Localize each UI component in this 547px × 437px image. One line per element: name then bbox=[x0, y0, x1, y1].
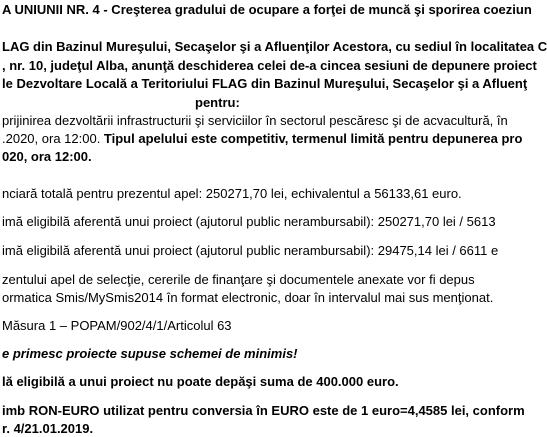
exchange-rate-line-2: r. 4/21.01.2019. bbox=[2, 421, 94, 436]
submission-line-1: zentului apel de selecţie, cererile de finanţare şi documentele anexate vor fi depus bbox=[2, 272, 475, 287]
budget-total: nciară totală pentru prezentul apel: 250271,70 lei, echivalentul a 56133,61 euro. bbox=[2, 186, 462, 201]
intro-line-2: , nr. 10, judeţul Alba, anunţă deschiderea celei de-a cincea sesiuni de depunere proiect bbox=[2, 58, 537, 73]
intro-line-4: pentru: bbox=[195, 95, 240, 110]
max-value-note: lă eligibilă a unui proiect nu poate depăşi suma de 400.000 euro. bbox=[2, 374, 399, 389]
measure-code: Măsura 1 – POPAM/902/4/1/Articolul 63 bbox=[2, 318, 232, 333]
min-eligible-value: imă eligibilă aferentă unui proiect (ajutorul public nerambursabil): 29475,14 lei / 6611 e bbox=[2, 243, 499, 258]
purpose-deadline-text: .2020, ora 12:00. bbox=[2, 131, 104, 146]
submission-line-2: ormatica Smis/MySmis2014 în format electronic, doar în intervalul mai sus menţionat. bbox=[2, 290, 494, 305]
purpose-call-type: Tipul apelului este competitiv, termenul limită pentru depunerea pro bbox=[103, 131, 523, 146]
purpose-line-3: 020, ora 12:00. bbox=[2, 149, 92, 164]
header-line: A UNIUNII NR. 4 - Creşterea gradului de ocupare a forţei de muncă şi sporirea coeziun bbox=[2, 2, 532, 17]
purpose-line-1: prijinirea dezvoltării infrastructurii şi serviciilor în sectorul pescăresc şi de acvacultură, în bbox=[2, 113, 508, 128]
intro-line-1: LAG din Bazinul Mureşului, Secaşelor şi a Afluenţilor Acestora, cu sediul în localitatea C bbox=[2, 39, 547, 54]
exchange-rate-line-1: imb RON-EURO utilizat pentru conversia în EURO este de 1 euro=4,4585 lei, conform bbox=[2, 403, 525, 418]
max-eligible-value: imă eligibilă aferentă unui proiect (ajutorul public nerambursabil): 250271,70 lei / 5613 bbox=[2, 214, 496, 229]
minimis-note: e primesc proiecte supuse schemei de minimis! bbox=[2, 346, 298, 361]
purpose-line-2 bbox=[2, 131, 522, 147]
intro-line-3: le Dezvoltare Locală a Teritoriului FLAG din Bazinul Mureşului, Secaşelor şi a Afluenţ bbox=[2, 76, 528, 91]
